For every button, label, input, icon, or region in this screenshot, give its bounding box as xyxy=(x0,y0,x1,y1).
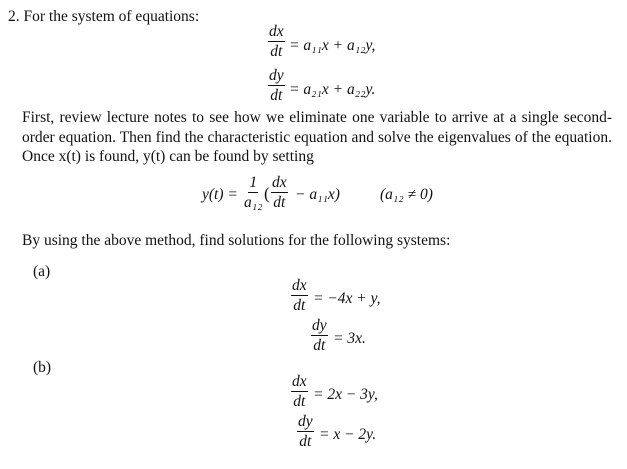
eq1-derivative xyxy=(268,24,285,59)
instruction-paragraph: First, review lecture notes to see how we eliminate one variable to arrive at a single second-order equation. Then find the characteristic equation and solve the eigenvalues of the equation. Once x(t) is found, y(t) can be found by setting xyxy=(22,109,612,165)
part-b-eq1-num: dx xyxy=(292,373,307,390)
part-b-label: (b) xyxy=(33,359,52,376)
part-a-eq1-den: dt xyxy=(293,296,306,314)
part-b-eq1-den: dt xyxy=(293,392,306,410)
formula-tail: − a₁₁x) xyxy=(295,186,340,203)
systems-instruction: By using the above method, find solutions for the following systems: xyxy=(22,232,451,249)
eq1-numerator: dx xyxy=(269,23,284,40)
formula-frac1-den: a₁₂ xyxy=(244,193,263,211)
part-a-eq2-num: dy xyxy=(312,317,327,334)
eq2-numerator: dy xyxy=(269,67,284,84)
eq2-rhs: = a₂₁x + a₂₂y. xyxy=(289,81,376,98)
formula-frac1-num: 1 xyxy=(249,174,258,191)
part-b-eq2-rhs: = x − 2y. xyxy=(319,426,377,443)
eq2-derivative xyxy=(268,68,285,103)
formula-frac2-den: dt xyxy=(273,193,286,211)
part-a-eq1-rhs: = −4x + y, xyxy=(313,290,381,307)
formula-condition: (a₁₂ ≠ 0) xyxy=(380,186,433,203)
formula-frac2-num: dx xyxy=(272,174,287,191)
part-a-eq2-den: dt xyxy=(313,336,326,354)
part-a-eq1-derivative xyxy=(291,278,308,313)
part-b-eq2-derivative xyxy=(297,414,314,449)
part-b-eq2-num: dy xyxy=(298,413,313,430)
problem-header: 2. For the system of equations: xyxy=(8,8,200,25)
part-a-label: (a) xyxy=(33,263,51,280)
formula-fraction-1 xyxy=(244,175,263,210)
eq1-denominator: dt xyxy=(270,42,283,60)
part-a-eq2-rhs: = 3x. xyxy=(333,330,366,347)
part-b-eq1-rhs: = 2x − 3y, xyxy=(313,386,378,403)
formula-open-paren: ( xyxy=(264,184,270,203)
part-b-eq2-den: dt xyxy=(299,432,312,450)
formula-lhs: y(t) = xyxy=(202,186,238,203)
formula-fraction-2 xyxy=(271,175,288,210)
eq2-denominator: dt xyxy=(270,86,283,104)
eq1-rhs: = a₁₁x + a₁₂y, xyxy=(289,37,376,54)
part-a-eq2-derivative xyxy=(311,318,328,353)
part-a-eq1-num: dx xyxy=(292,277,307,294)
part-b-eq1-derivative xyxy=(291,374,308,409)
